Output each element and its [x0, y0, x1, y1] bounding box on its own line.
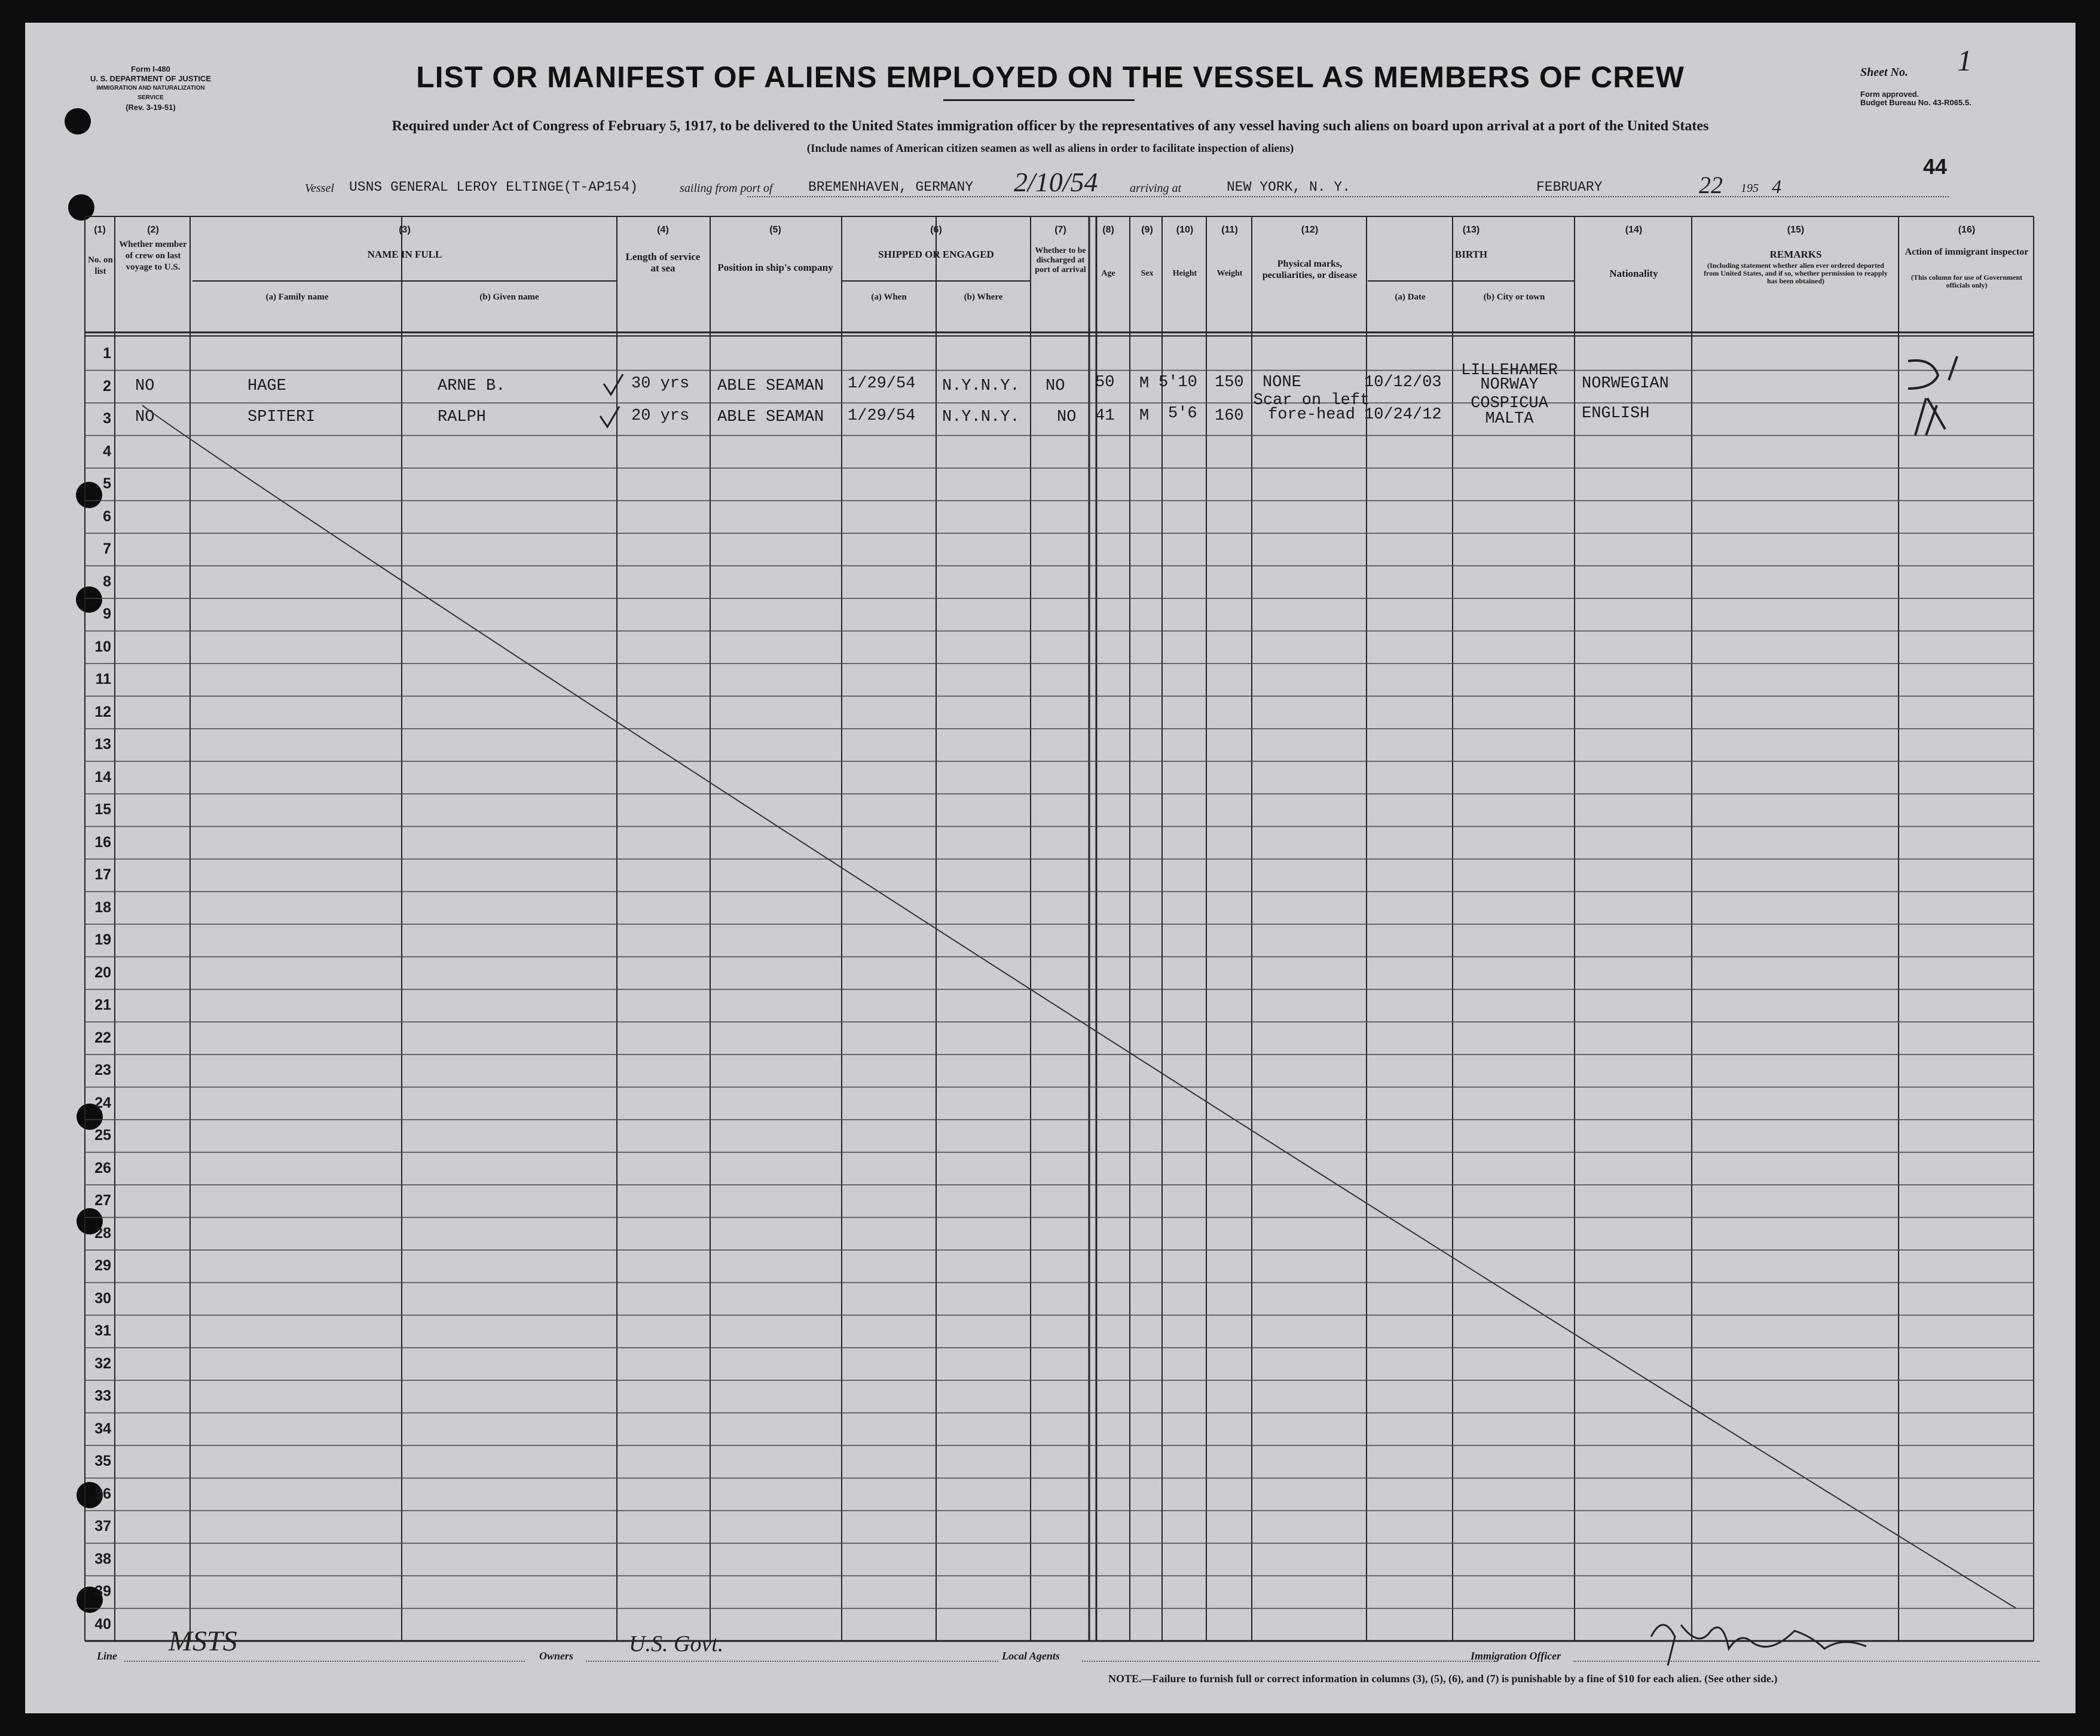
col-num-14: (14): [1625, 225, 1643, 235]
col-label-action: Action of immigrant inspector: [1905, 247, 2029, 257]
owners-dotted: [586, 1661, 998, 1662]
row1-given-name: ARNE B.: [438, 377, 506, 395]
budget-bureau: Budget Bureau No. 43-R065.5.: [1860, 98, 1971, 107]
row-number: 24: [94, 1094, 111, 1111]
row-number: 1: [103, 345, 111, 362]
service: IMMIGRATION AND NATURALIZATION SERVICE: [96, 85, 205, 101]
arriving-label: arriving at: [1130, 182, 1182, 195]
row-number: 2: [103, 377, 111, 395]
col-sub-when: (a) When: [871, 292, 907, 302]
row2-weight: 160: [1215, 407, 1244, 425]
arrival-day: 22: [1699, 172, 1723, 198]
sailing-label: sailing from port of: [680, 182, 773, 195]
row-number: 39: [94, 1583, 111, 1600]
col-label-no: No. on list: [88, 255, 113, 276]
form-approved: Form approved.: [1860, 90, 1919, 99]
sheet-number: 1: [1957, 44, 1972, 77]
agents-dotted: [1082, 1661, 1494, 1662]
col-label-crew: Whether member of crew on last voyage to U.S.: [119, 240, 187, 272]
col-num-9: (9): [1141, 225, 1153, 235]
col-num-12: (12): [1301, 225, 1319, 235]
row-number: 38: [94, 1550, 111, 1567]
row-number: 14: [94, 768, 111, 786]
row1-birth-city: LILLEHAMER NORWAY: [1460, 362, 1558, 394]
col-sub-given: (b) Given name: [479, 292, 539, 302]
row-number: 28: [94, 1224, 111, 1242]
arrival-month: FEBRUARY: [1536, 179, 1603, 195]
subtitle: Required under Act of Congress of February 5, 1917, to be delivered to the United States immigration officer by the representatives of any vessel having such aliens on board upon arrival at a port of the United States: [392, 118, 1709, 134]
col-label-weight: Weight: [1216, 269, 1243, 278]
row-number: 21: [94, 997, 111, 1013]
row-number: 3: [103, 410, 111, 427]
row1-weight: 150: [1215, 374, 1244, 392]
sail-date: 2/10/54: [1014, 167, 1098, 197]
row2-when: 1/29/54: [848, 407, 916, 425]
row2-age: 41: [1095, 407, 1115, 425]
col-label-position: Position in ship's company: [717, 262, 833, 273]
row1-position: ABLE SEAMAN: [717, 377, 824, 395]
col-sub-city: (b) City or town: [1483, 292, 1545, 302]
department: U. S. DEPARTMENT OF JUSTICE: [90, 74, 211, 83]
row2-sex: M: [1139, 407, 1150, 425]
port-to: NEW YORK, N. Y.: [1227, 179, 1351, 195]
row2-discharged: NO: [1057, 408, 1077, 426]
year-suffix: 4: [1772, 176, 1781, 197]
col-sub-date: (a) Date: [1395, 292, 1426, 302]
col-label-shipped: SHIPPED OR ENGAGED: [878, 249, 994, 260]
col-num-3: (3): [399, 225, 411, 235]
row-number: 26: [94, 1159, 111, 1176]
vessel-name: USNS GENERAL LEROY ELTINGE(T-AP154): [349, 179, 638, 195]
row-number: 32: [94, 1355, 111, 1372]
row1-when: 1/29/54: [848, 375, 916, 393]
row2-family-name: SPITERI: [247, 408, 316, 426]
col-num-15: (15): [1787, 225, 1805, 235]
year-prefix: 195: [1741, 182, 1759, 195]
row2-birth-city: COSPICUA MALTA: [1471, 395, 1548, 428]
row2-nationality: ENGLISH: [1582, 405, 1650, 423]
manifest-sheet: [25, 23, 2075, 1713]
row2-given-name: RALPH: [438, 408, 487, 426]
row-number: 33: [94, 1387, 111, 1404]
col-label-nationality: Nationality: [1609, 268, 1658, 279]
row-number: 5: [103, 475, 111, 492]
row-number: 8: [103, 573, 111, 590]
col-num-6: (6): [930, 225, 942, 235]
row-number: 23: [94, 1062, 111, 1078]
col-label-sex: Sex: [1141, 269, 1154, 278]
row2-crew: NO: [135, 408, 155, 426]
row1-family-name: HAGE: [247, 377, 286, 395]
col-label-remarks: REMARKS: [1769, 249, 1822, 260]
row-number: 22: [94, 1029, 111, 1046]
col-label-height: Height: [1172, 269, 1197, 278]
row-number: 29: [94, 1257, 111, 1274]
col-num-11: (11): [1221, 225, 1238, 235]
row2-height: 5'6: [1168, 405, 1197, 423]
col-sub-family: (a) Family name: [265, 292, 329, 302]
revision: (Rev. 3-19-51): [126, 103, 176, 112]
col-label-marks: Physical marks, peculiarities, or disease: [1262, 259, 1358, 280]
col-num-1: (1): [94, 225, 106, 235]
row1-nationality: NORWEGIAN: [1582, 375, 1669, 393]
row-number: 27: [94, 1192, 111, 1209]
row1-marks: NONE: [1263, 374, 1301, 392]
line-dotted: [124, 1661, 525, 1662]
row-number: 13: [94, 736, 111, 753]
row-number: 31: [94, 1322, 111, 1339]
page-number: 44: [1923, 154, 1948, 179]
col-num-4: (4): [657, 225, 669, 235]
row2-position: ABLE SEAMAN: [717, 408, 824, 426]
subtitle-note: (Include names of American citizen seamen as well as aliens in order to facilitate inspection of aliens): [806, 142, 1294, 155]
row1-discharged: NO: [1046, 377, 1065, 395]
row-number: 30: [94, 1289, 111, 1307]
row-number: 15: [94, 801, 111, 818]
row1-where: N.Y.N.Y.: [942, 377, 1020, 395]
port-from: BREMENHAVEN, GERMANY: [808, 179, 974, 195]
col-label-birth: BIRTH: [1454, 249, 1488, 260]
page-title: LIST OR MANIFEST OF ALIENS EMPLOYED ON THE VESSEL AS MEMBERS OF CREW: [416, 60, 1685, 94]
row2-where: N.Y.N.Y.: [942, 408, 1020, 426]
vessel-label: Vessel: [305, 182, 334, 195]
officer-dotted: [1573, 1661, 2040, 1662]
row1-age: 50: [1095, 374, 1115, 392]
row1-birth-date: 10/12/03: [1364, 374, 1442, 392]
row1-service: 30 yrs: [631, 375, 690, 393]
officer-label: Immigration Officer: [1471, 1650, 1561, 1662]
col-num-13: (13): [1462, 225, 1480, 235]
row-number: 11: [95, 671, 111, 687]
row-number: 40: [94, 1615, 111, 1633]
col-num-8: (8): [1102, 225, 1114, 235]
col-num-5: (5): [769, 225, 781, 235]
col-label-age: Age: [1101, 269, 1115, 278]
row-number: 6: [103, 508, 111, 525]
row-number: 19: [94, 931, 111, 948]
sheet-label: Sheet No.: [1860, 66, 1908, 79]
row-number: 34: [94, 1420, 111, 1437]
row2-birth-date: 10/24/12: [1364, 406, 1442, 424]
col-label-name: NAME IN FULL: [367, 249, 442, 260]
row-number: 36: [94, 1485, 111, 1502]
row-number: 20: [94, 964, 111, 981]
line-value: MSTS: [169, 1625, 237, 1657]
col-label-service: Length of service at sea: [625, 251, 701, 274]
col-num-7: (7): [1054, 225, 1066, 235]
form-number: Form I-480: [131, 65, 170, 74]
row-number: 7: [103, 540, 111, 557]
line-label: Line: [97, 1650, 117, 1662]
col-num-2: (2): [147, 225, 159, 235]
row1-sex: M: [1139, 375, 1150, 393]
row-number: 35: [94, 1453, 111, 1469]
owners-label: Owners: [539, 1650, 574, 1662]
owners-value: U.S. Govt.: [629, 1631, 724, 1656]
col-note-action: (This column for use of Government officials only): [1911, 273, 2023, 289]
row-number: 16: [94, 833, 111, 851]
row-number: 9: [103, 606, 111, 622]
row-number: 17: [94, 866, 111, 883]
row-number: 12: [94, 703, 111, 720]
col-num-10: (10): [1176, 225, 1194, 235]
row-number: 25: [94, 1127, 111, 1144]
col-note-remarks: (Including statement whether alien ever ordered deported from United States, and if so, whether permission to reapply has been obtained): [1704, 261, 1888, 285]
row2-marks: Scar on left fore-head: [1253, 392, 1370, 424]
col-sub-where: (b) Where: [964, 292, 1003, 302]
agents-label: Local Agents: [1002, 1650, 1060, 1662]
col-num-16: (16): [1958, 225, 1976, 235]
row1-crew: NO: [135, 377, 155, 395]
footer-note: NOTE.—Failure to furnish full or correct information in columns (3), (5), (6), and (7) is punishable by a fine of $10 for each alien. (See other side.): [1108, 1673, 1778, 1685]
row-number: 10: [94, 638, 111, 655]
row2-service: 20 yrs: [631, 407, 690, 425]
row-number: 4: [103, 442, 111, 460]
row-number: 37: [94, 1518, 111, 1535]
row-number: 18: [94, 898, 111, 916]
row1-height: 5'10: [1158, 374, 1197, 392]
col-label-discharged: Whether to be discharged at port of arrival: [1035, 246, 1086, 274]
